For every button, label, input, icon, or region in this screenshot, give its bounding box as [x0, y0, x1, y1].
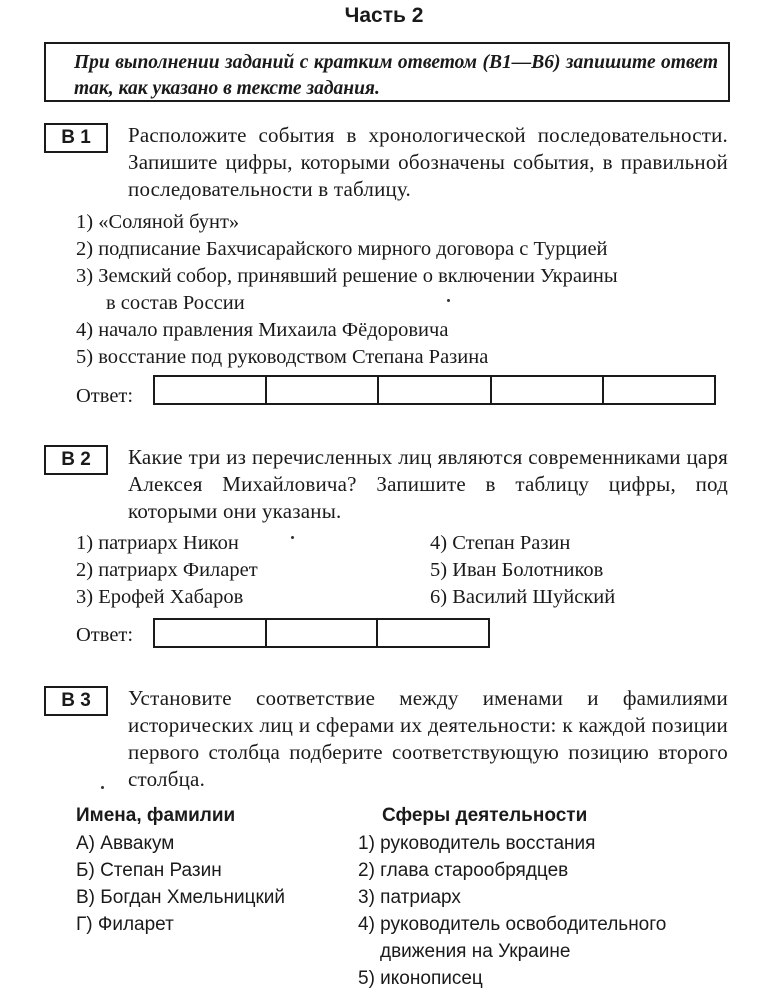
b1-answer-label: Ответ: — [76, 385, 134, 407]
b1-answer-cell[interactable] — [604, 377, 714, 403]
b2-answer-cell[interactable] — [267, 620, 379, 646]
b3-right-item-4: 4) руководитель освободительного — [358, 914, 667, 935]
column-header-names: Имена, фамилии — [76, 805, 236, 826]
b2-answer-label: Ответ: — [76, 624, 134, 646]
b1-item-3-cont: в состав России — [106, 292, 245, 314]
page-title: Часть 2 — [344, 4, 424, 27]
b1-answer-cell[interactable] — [379, 377, 491, 403]
b2-answer-cell[interactable] — [378, 620, 488, 646]
b3-right-item-4-cont: движения на Украине — [380, 941, 571, 962]
b2-item-2: 2) патриарх Филарет — [76, 559, 258, 581]
b1-item-2: 2) подписание Бахчисарайского мирного договора с Турцией — [76, 238, 608, 260]
instruction-box: При выполнении заданий с кратким ответом (В1—В6) запишите ответ так, как указано в тексте задания. — [44, 42, 730, 102]
b1-answer-table[interactable] — [153, 375, 716, 405]
b3-right-item-2: 2) глава старообрядцев — [358, 860, 569, 881]
b2-item-6: 6) Василий Шуйский — [430, 586, 616, 608]
b1-item-3: 3) Земский собор, принявший решение о включении Украины — [76, 265, 618, 287]
b2-answer-table[interactable] — [153, 618, 490, 648]
b1-answer-cell[interactable] — [267, 377, 379, 403]
b1-item-5: 5) восстание под руководством Степана Разина — [76, 346, 489, 368]
task-text-b3: Установите соответствие между именами и фамилиями исторических лиц и сферами их деятельности: к каждой позиции первого столбца подберите соответствующую позицию второго столбца. — [128, 686, 728, 791]
task-text-b1: Расположите события в хронологической последовательности. Запишите цифры, которыми обозначены события, в правильной последовательности в таблицу. — [128, 123, 728, 201]
b3-left-item-g: Г) Филарет — [76, 914, 174, 935]
b3-right-item-5: 5) иконописец — [358, 968, 483, 989]
b2-answer-cell[interactable] — [155, 620, 267, 646]
task-label-b1: В 1 — [44, 123, 108, 153]
b1-answer-cell[interactable] — [155, 377, 267, 403]
b3-left-item-a: А) Аввакум — [76, 833, 175, 854]
b3-right-item-3: 3) патриарх — [358, 887, 461, 908]
print-speck — [291, 536, 294, 539]
print-speck — [447, 299, 450, 302]
b2-item-1: 1) патриарх Никон — [76, 532, 239, 554]
b2-item-4: 4) Степан Разин — [430, 532, 571, 554]
task-text-b2: Какие три из перечисленных лиц являются современниками царя Алексея Михайловича? Запишите в таблицу цифры, под которыми они указаны. — [128, 445, 728, 523]
b3-right-item-1: 1) руководитель восстания — [358, 833, 596, 854]
b2-item-5: 5) Иван Болотников — [430, 559, 604, 581]
b1-answer-cell[interactable] — [492, 377, 604, 403]
column-header-spheres: Сферы деятельности — [382, 805, 588, 826]
b3-left-item-b: Б) Степан Разин — [76, 860, 222, 881]
task-label-b2: В 2 — [44, 445, 108, 475]
b2-item-3: 3) Ерофей Хабаров — [76, 586, 244, 608]
b3-left-item-v: В) Богдан Хмельницкий — [76, 887, 285, 908]
b1-item-4: 4) начало правления Михаила Фёдоровича — [76, 319, 449, 341]
task-label-b3: В 3 — [44, 686, 108, 716]
b1-item-1: 1) «Соляной бунт» — [76, 211, 240, 233]
print-speck — [101, 786, 104, 789]
